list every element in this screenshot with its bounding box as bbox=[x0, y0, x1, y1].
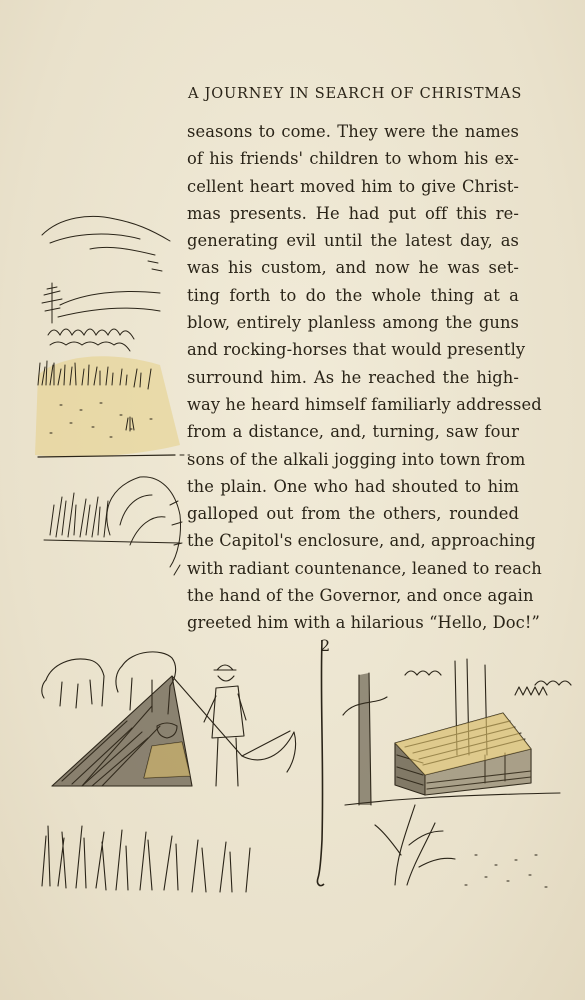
text-line: galloped out from the others, rounded bbox=[187, 504, 519, 524]
text-line: way he heard himself familiarly addressed bbox=[187, 394, 542, 414]
text-line: generating evil until the latest day, as bbox=[187, 231, 519, 251]
text-line: surround him. As he reached the high- bbox=[187, 367, 519, 387]
text-line: with radiant countenance, leaned to reach bbox=[187, 558, 542, 578]
margin-landscape-illustration bbox=[30, 205, 190, 585]
text-line: sons of the alkali jogging into town from bbox=[187, 449, 526, 469]
running-head: A JOURNEY IN SEARCH OF CHRISTMAS bbox=[188, 86, 523, 102]
text-line: the Capitol's enclosure, and, approaching bbox=[187, 531, 536, 551]
text-line: mas presents. He had put off this re- bbox=[187, 203, 519, 223]
text-line: seasons to come. They were the names bbox=[187, 122, 519, 141]
text-line: and rocking-horses that would presently bbox=[187, 340, 526, 360]
text-line: blow, entirely planless among the guns bbox=[187, 313, 519, 333]
text-line: the plain. One who had shouted to him bbox=[187, 476, 519, 496]
text-line: cellent heart moved him to give Christ- bbox=[187, 176, 519, 196]
text-line: greeted him with a hilarious “Hello, Doc!” bbox=[187, 613, 540, 633]
cabin-scene-illustration bbox=[335, 655, 580, 900]
text-line: was his custom, and now he was set- bbox=[187, 258, 519, 278]
divider-rule bbox=[312, 640, 332, 890]
camp-scene-illustration bbox=[32, 636, 317, 896]
text-line: the hand of the Governor, and once again bbox=[187, 586, 534, 606]
text-line: of his friends' children to whom his ex- bbox=[187, 149, 519, 169]
body-text bbox=[187, 118, 542, 637]
text-line: from a distance, and, turning, saw four bbox=[187, 422, 519, 442]
page-number: 2 bbox=[320, 636, 331, 655]
text-line: ting forth to do the whole thing at a bbox=[187, 285, 519, 305]
